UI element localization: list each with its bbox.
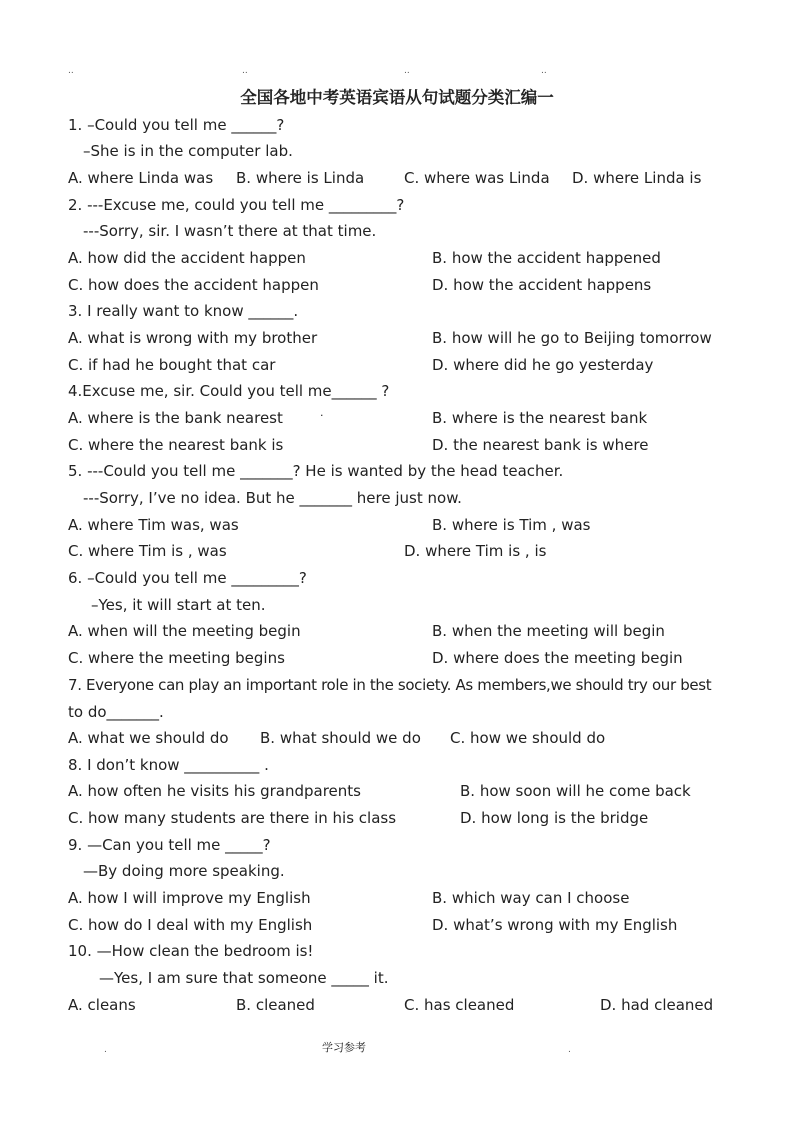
- question-2-option-b: B. how the accident happened: [432, 249, 661, 267]
- question-5-reply: ---Sorry, I’ve no idea. But he _______ here just now.: [83, 489, 462, 507]
- question-4-option-a: A. where is the bank nearest: [68, 409, 283, 427]
- question-10-option-c: C. has cleaned: [404, 996, 515, 1014]
- question-2-stem: 2. ---Excuse me, could you tell me _________?: [68, 196, 405, 214]
- question-4-option-c: C. where the nearest bank is: [68, 436, 284, 454]
- footer-dot: .: [568, 1045, 571, 1055]
- question-6-option-d: D. where does the meeting begin: [432, 649, 683, 667]
- question-1-option-b: B. where is Linda: [236, 169, 365, 187]
- header-dot: ..: [68, 66, 74, 76]
- question-1-reply: –She is in the computer lab.: [83, 142, 293, 160]
- question-1-option-a: A. where Linda was: [68, 169, 214, 187]
- question-10-option-b: B. cleaned: [236, 996, 315, 1014]
- question-1-stem: 1. –Could you tell me ______?: [68, 116, 285, 134]
- question-2-reply: ---Sorry, sir. I wasn’t there at that time.: [83, 222, 377, 240]
- question-9-reply: —By doing more speaking.: [83, 862, 285, 880]
- question-10-option-a: A. cleans: [68, 996, 136, 1014]
- question-9-option-c: C. how do I deal with my English: [68, 916, 313, 934]
- question-3-option-a: A. what is wrong with my brother: [68, 329, 318, 347]
- question-6-option-c: C. where the meeting begins: [68, 649, 285, 667]
- question-5-stem: 5. ---Could you tell me _______? He is wanted by the head teacher.: [68, 462, 564, 480]
- header-dot: ..: [404, 66, 410, 76]
- question-10-stem: 10. —How clean the bedroom is!: [68, 942, 314, 960]
- question-4-option-d: D. the nearest bank is where: [432, 436, 649, 454]
- stray-mark: ·: [320, 409, 324, 422]
- question-7-option-a: A. what we should do: [68, 729, 229, 747]
- question-10-reply: —Yes, I am sure that someone _____ it.: [99, 969, 389, 987]
- question-1-option-d: D. where Linda is: [572, 169, 702, 187]
- question-9-option-a: A. how I will improve my English: [68, 889, 311, 907]
- question-6-stem: 6. –Could you tell me _________?: [68, 569, 307, 587]
- question-1-option-c: C. where was Linda: [404, 169, 550, 187]
- question-8-option-c: C. how many students are there in his class: [68, 809, 397, 827]
- question-9-option-b: B. which way can I choose: [432, 889, 630, 907]
- question-6-option-b: B. when the meeting will begin: [432, 622, 665, 640]
- question-8-option-a: A. how often he visits his grandparents: [68, 782, 361, 800]
- question-9-option-d: D. what’s wrong with my English: [432, 916, 678, 934]
- question-9-stem: 9. —Can you tell me _____?: [68, 836, 271, 854]
- question-7-stem-continued: to do_______.: [68, 703, 164, 721]
- question-10-option-d: D. had cleaned: [600, 996, 714, 1014]
- question-5-option-d: D. where Tim is , is: [404, 542, 547, 560]
- question-6-reply: –Yes, it will start at ten.: [91, 596, 266, 614]
- question-3-option-c: C. if had he bought that car: [68, 356, 276, 374]
- question-7-option-b: B. what should we do: [260, 729, 421, 747]
- question-2-option-d: D. how the accident happens: [432, 276, 652, 294]
- question-6-option-a: A. when will the meeting begin: [68, 622, 301, 640]
- question-3-option-d: D. where did he go yesterday: [432, 356, 654, 374]
- header-dot: ..: [242, 66, 248, 76]
- footer-label: 学习参考: [322, 1041, 366, 1054]
- question-5-option-c: C. where Tim is , was: [68, 542, 227, 560]
- question-2-option-c: C. how does the accident happen: [68, 276, 319, 294]
- question-7-stem: 7. Everyone can play an important role in the society. As members,we should try our best: [68, 676, 712, 694]
- question-4-stem: 4.Excuse me, sir. Could you tell me______ ?: [68, 382, 390, 400]
- question-5-option-a: A. where Tim was, was: [68, 516, 239, 534]
- question-5-option-b: B. where is Tim , was: [432, 516, 591, 534]
- footer-dot: .: [104, 1045, 107, 1055]
- question-8-option-b: B. how soon will he come back: [460, 782, 691, 800]
- question-2-option-a: A. how did the accident happen: [68, 249, 306, 267]
- question-8-stem: 8. I don’t know __________ .: [68, 756, 269, 774]
- question-8-option-d: D. how long is the bridge: [460, 809, 649, 827]
- question-3-stem: 3. I really want to know ______.: [68, 302, 299, 320]
- header-dot: ..: [541, 66, 547, 76]
- question-3-option-b: B. how will he go to Beijing tomorrow: [432, 329, 712, 347]
- question-4-option-b: B. where is the nearest bank: [432, 409, 648, 427]
- question-7-option-c: C. how we should do: [450, 729, 606, 747]
- page-title: 全国各地中考英语宾语从句试题分类汇编一: [240, 88, 554, 107]
